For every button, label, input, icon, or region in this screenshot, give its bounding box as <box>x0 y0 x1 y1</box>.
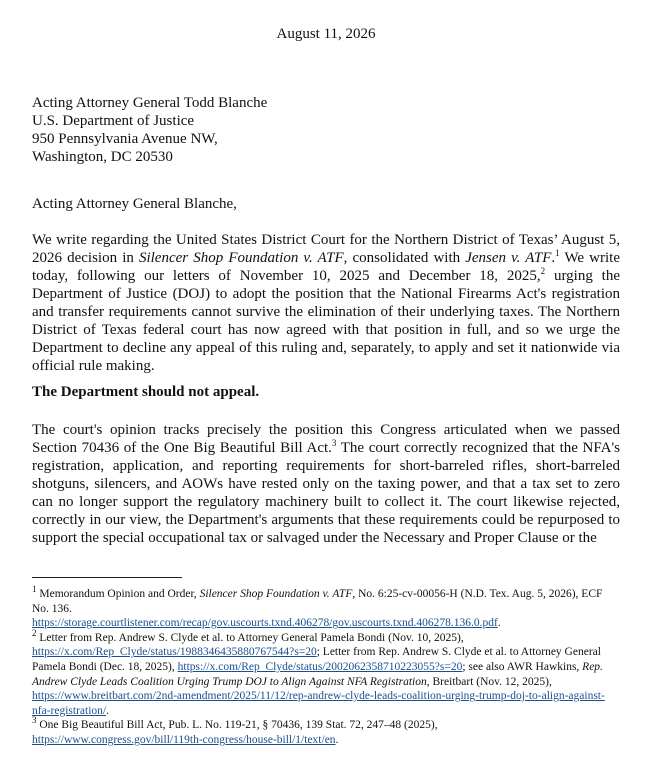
footnote-1 <box>32 584 622 631</box>
text-span: ; see also AWR Hawkins, <box>462 660 583 673</box>
footnote-link[interactable]: https://x.com/Rep_Clyde/status/2002062358710223055?s=20 <box>177 660 463 673</box>
case-name: Jensen v. ATF <box>465 250 552 266</box>
footnote-number: 3 <box>32 715 37 726</box>
case-name: Silencer Shop Foundation v. ATF <box>138 250 344 266</box>
text-span: Memorandum Opinion and Order, <box>36 588 200 600</box>
footnote-ref[interactable]: 1 <box>555 248 560 258</box>
salutation: Acting Attorney General Blanche, <box>32 196 237 212</box>
footnote-number: 1 <box>32 584 37 595</box>
case-name: Silencer Shop Foundation v. ATF <box>199 588 353 600</box>
text-span: The court correctly recognized that the NFA's registration, application, and reporting requirements for short-barreled rifles, short-barreled shotguns, silencers, and AOWs have rested only on the taxing power, and that a tax set to zero can no longer support the regulatory machinery built to collect it. The court likewise rejected, correctly in our view, the Department's arguments that these requirements could be repurposed to support the special occupational tax or salvaged under the Necessary and Proper Clause or the <box>32 440 620 546</box>
footnote-link[interactable]: https://storage.courtlistener.com/recap/gov.uscourts.txnd.406278/gov.uscourts.txnd.406278.136.0.pdf <box>32 617 498 630</box>
text-span: . <box>551 250 556 266</box>
footnotes <box>32 584 622 748</box>
text-span: One Big Beautiful Bill Act, Pub. L. No. 119-21, § 70436, 139 Stat. 72, 247–48 (2025), <box>36 719 438 732</box>
footnote-2 <box>32 627 622 719</box>
text-span: . <box>106 704 109 717</box>
text-span: We write today, following our letters of November 10, 2025 and December 18, 2025, <box>32 250 620 284</box>
footnote-ref[interactable]: 2 <box>540 266 546 276</box>
text-span: . <box>497 617 501 630</box>
paragraph-body <box>32 421 620 547</box>
text-span: , No. 6:25-cv-00056-H (N.D. Tex. Aug. 5, 2026), ECF No. 136. <box>32 588 603 615</box>
footnote-link[interactable]: https://x.com/Rep_Clyde/status/1988346435880767544?s=20 <box>32 646 317 659</box>
text-span: ; Letter from Rep. Andrew S. Clyde et al. to Attorney General Pamela Bondi (Dec. 18, 2025), <box>32 646 601 673</box>
footnote-3 <box>32 715 622 747</box>
letter-date: August 11, 2026 <box>276 26 376 42</box>
text-span: . <box>335 733 339 746</box>
text-span: , consolidated with <box>343 250 466 266</box>
footnote-number: 2 <box>32 627 37 638</box>
text-span: Letter from Rep. Andrew S. Clyde et al. to Attorney General Pamela Bondi (Nov. 10, 2025), <box>36 631 464 644</box>
text-span: The court's opinion tracks precisely the position this Congress articulated when we passed Section 70436 of the One Big Beautiful Bill Act. <box>32 422 620 456</box>
recipient-address <box>32 94 267 166</box>
footnote-ref[interactable]: 3 <box>331 438 337 448</box>
address-line: Washington, DC 20530 <box>32 149 173 165</box>
text-span: , Breitbart (Nov. 12, 2025), <box>426 675 552 688</box>
address-line: U.S. Department of Justice <box>32 113 195 129</box>
paragraph-intro <box>32 231 620 375</box>
section-heading: The Department should not appeal. <box>32 384 260 400</box>
address-line: 950 Pennsylvania Avenue NW, <box>32 131 218 147</box>
footnote-divider <box>32 577 182 578</box>
text-span: We write regarding the United States District Court for the Northern District of Texas’ August 5, 2026 decision in <box>32 232 620 266</box>
footnote-link[interactable]: https://www.congress.gov/bill/119th-congress/house-bill/1/text/en <box>32 733 336 746</box>
address-line: Acting Attorney General Todd Blanche <box>32 95 268 111</box>
article-title: Rep. Andrew Clyde Leads Coalition Urging Trump DOJ to Align Against NFA Registration <box>32 660 603 688</box>
footnote-link[interactable]: https://www.breitbart.com/2nd-amendment/2025/11/12/rep-andrew-clyde-leads-coalition-urging-trump-doj-to-align-against-nfa-registration/ <box>32 690 605 717</box>
text-span: urging the Department of Justice (DOJ) to adopt the position that the National Firearms Act's registration and transfer requirements cannot survive the elimination of their underlying taxes. The Northern District of Texas federal court has now agreed with that position in full, and so we urge the Department to decline any appeal of this ruling and, separately, to apply and set it nationwide via official rule making. <box>32 268 620 374</box>
